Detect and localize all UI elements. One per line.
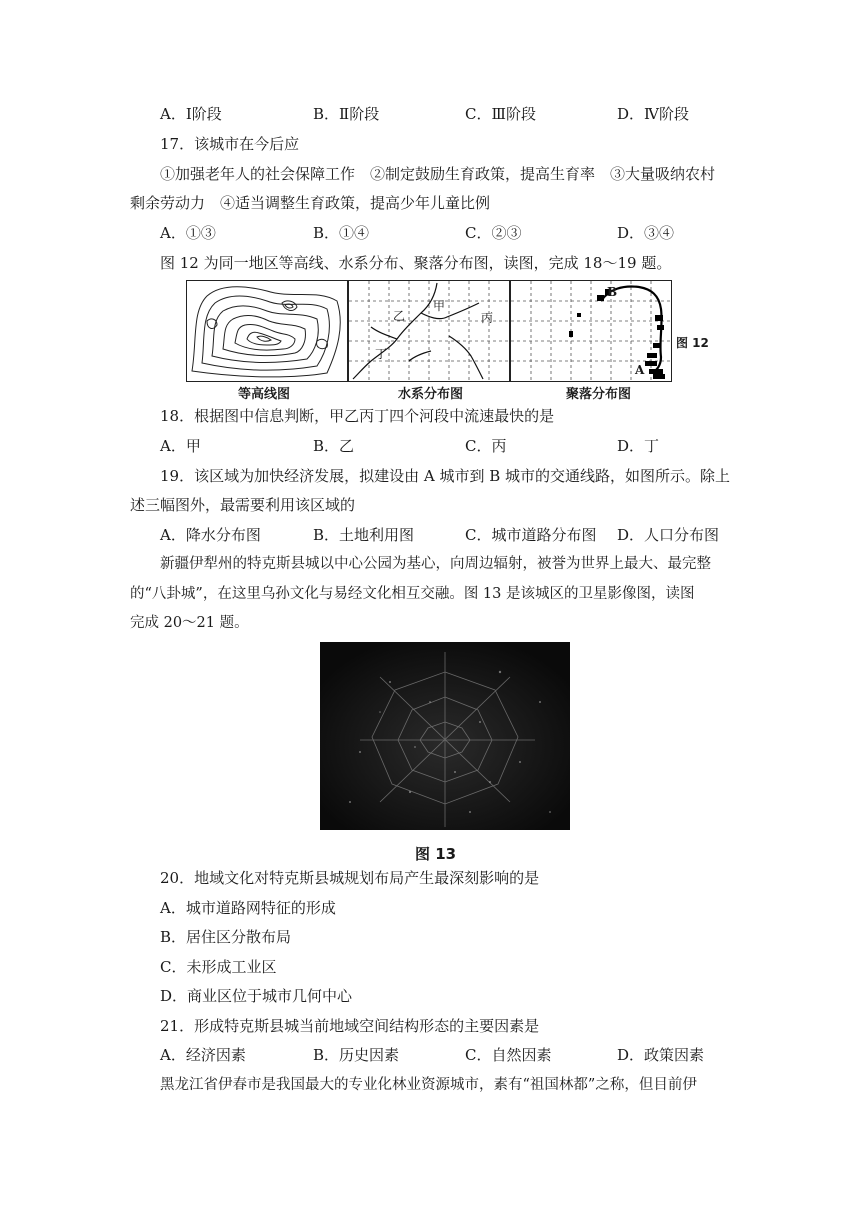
contour-map	[186, 280, 348, 382]
q21-option-b: B．历史因素	[313, 1046, 400, 1064]
q18-option-c: C．丙	[465, 437, 507, 455]
q20-option-b: B．居住区分散布局	[160, 928, 292, 946]
river-map	[348, 280, 510, 382]
q17-option-c: C．②③	[465, 224, 522, 242]
q16-option-c: C．Ⅲ阶段	[465, 105, 536, 123]
q18-option-d: D．丁	[617, 437, 660, 455]
q21-option-a: A．经济因素	[160, 1046, 246, 1064]
q21-option-d: D．政策因素	[617, 1046, 705, 1064]
satellite-image	[320, 642, 570, 830]
figure-12	[186, 280, 716, 400]
q20-option-c: C．未形成工业区	[160, 958, 277, 976]
q20-option-d: D．商业区位于城市几何中心	[160, 987, 353, 1005]
river-map-caption: 水系分布图	[398, 387, 464, 402]
q17-option-a: A．①③	[160, 224, 216, 242]
intro-next: 黑龙江省伊春市是我国最大的专业化林业资源城市，素有“祖国林都”之称，但目前伊	[160, 1077, 697, 1093]
q17-stem: 17．该城市在今后应	[160, 135, 300, 153]
q18-option-a: A．甲	[160, 437, 201, 455]
river-label-ding: 丁	[375, 347, 388, 361]
city-label-a: A	[635, 363, 645, 377]
settlement-map	[510, 280, 672, 382]
q19-option-d: D．人口分布图	[617, 526, 720, 544]
river-label-jia: 甲	[433, 299, 446, 313]
q16-option-a: A．Ⅰ阶段	[160, 105, 222, 123]
intro-18-19: 图 12 为同一地区等高线、水系分布、聚落分布图，读图，完成 18～19 题。	[160, 254, 672, 272]
q19-option-c: C．城市道路分布图	[465, 526, 597, 544]
q20-option-a: A．城市道路网特征的形成	[160, 899, 336, 917]
q16-option-b: B．Ⅱ阶段	[313, 105, 380, 123]
q21-stem: 21．形成特克斯县城当前地域空间结构形态的主要因素是	[160, 1017, 540, 1035]
settlement-map-caption: 聚落分布图	[566, 387, 632, 402]
q17-items-line2: 剩余劳动力 ④适当调整生育政策，提高少年儿童比例	[130, 194, 491, 212]
intro-20-21-line1: 新疆伊犁州的特克斯县城以中心公园为基心，向周边辐射，被誉为世界上最大、最完整	[160, 556, 711, 572]
intro-20-21-line2: 的“八卦城”，在这里乌孙文化与易经文化相互交融。图 13 是该城区的卫星影像图，读图	[130, 586, 695, 602]
figure-12-label: 图 12	[676, 336, 709, 350]
contour-map-caption: 等高线图	[238, 387, 291, 402]
q16-option-d: D．Ⅳ阶段	[617, 105, 690, 123]
figure-13-caption: 图 13	[415, 845, 457, 863]
q20-stem: 20．地域文化对特克斯县城规划布局产生最深刻影响的是	[160, 869, 540, 887]
q21-option-c: C．自然因素	[465, 1046, 552, 1064]
q19-line2: 述三幅图外，最需要利用该区域的	[130, 496, 356, 514]
q19-option-b: B．土地利用图	[313, 526, 415, 544]
q18-option-b: B．乙	[313, 437, 355, 455]
q18-stem: 18．根据图中信息判断，甲乙丙丁四个河段中流速最快的是	[160, 407, 555, 425]
q17-items-line1: ①加强老年人的社会保障工作 ②制定鼓励生育政策，提高生育率 ③大量吸纳农村	[160, 165, 716, 183]
river-label-bing: 丙	[481, 311, 494, 325]
q17-option-b: B．①④	[313, 224, 370, 242]
intro-20-21-line3: 完成 20～21 题。	[130, 615, 249, 631]
city-label-b: B	[607, 285, 618, 299]
river-label-yi: 乙	[393, 309, 406, 323]
q19-line1: 19．该区域为加快经济发展，拟建设由 A 城市到 B 城市的交通线路，如图所示。除上	[160, 467, 731, 485]
q17-option-d: D．③④	[617, 224, 675, 242]
q19-option-a: A．降水分布图	[160, 526, 261, 544]
